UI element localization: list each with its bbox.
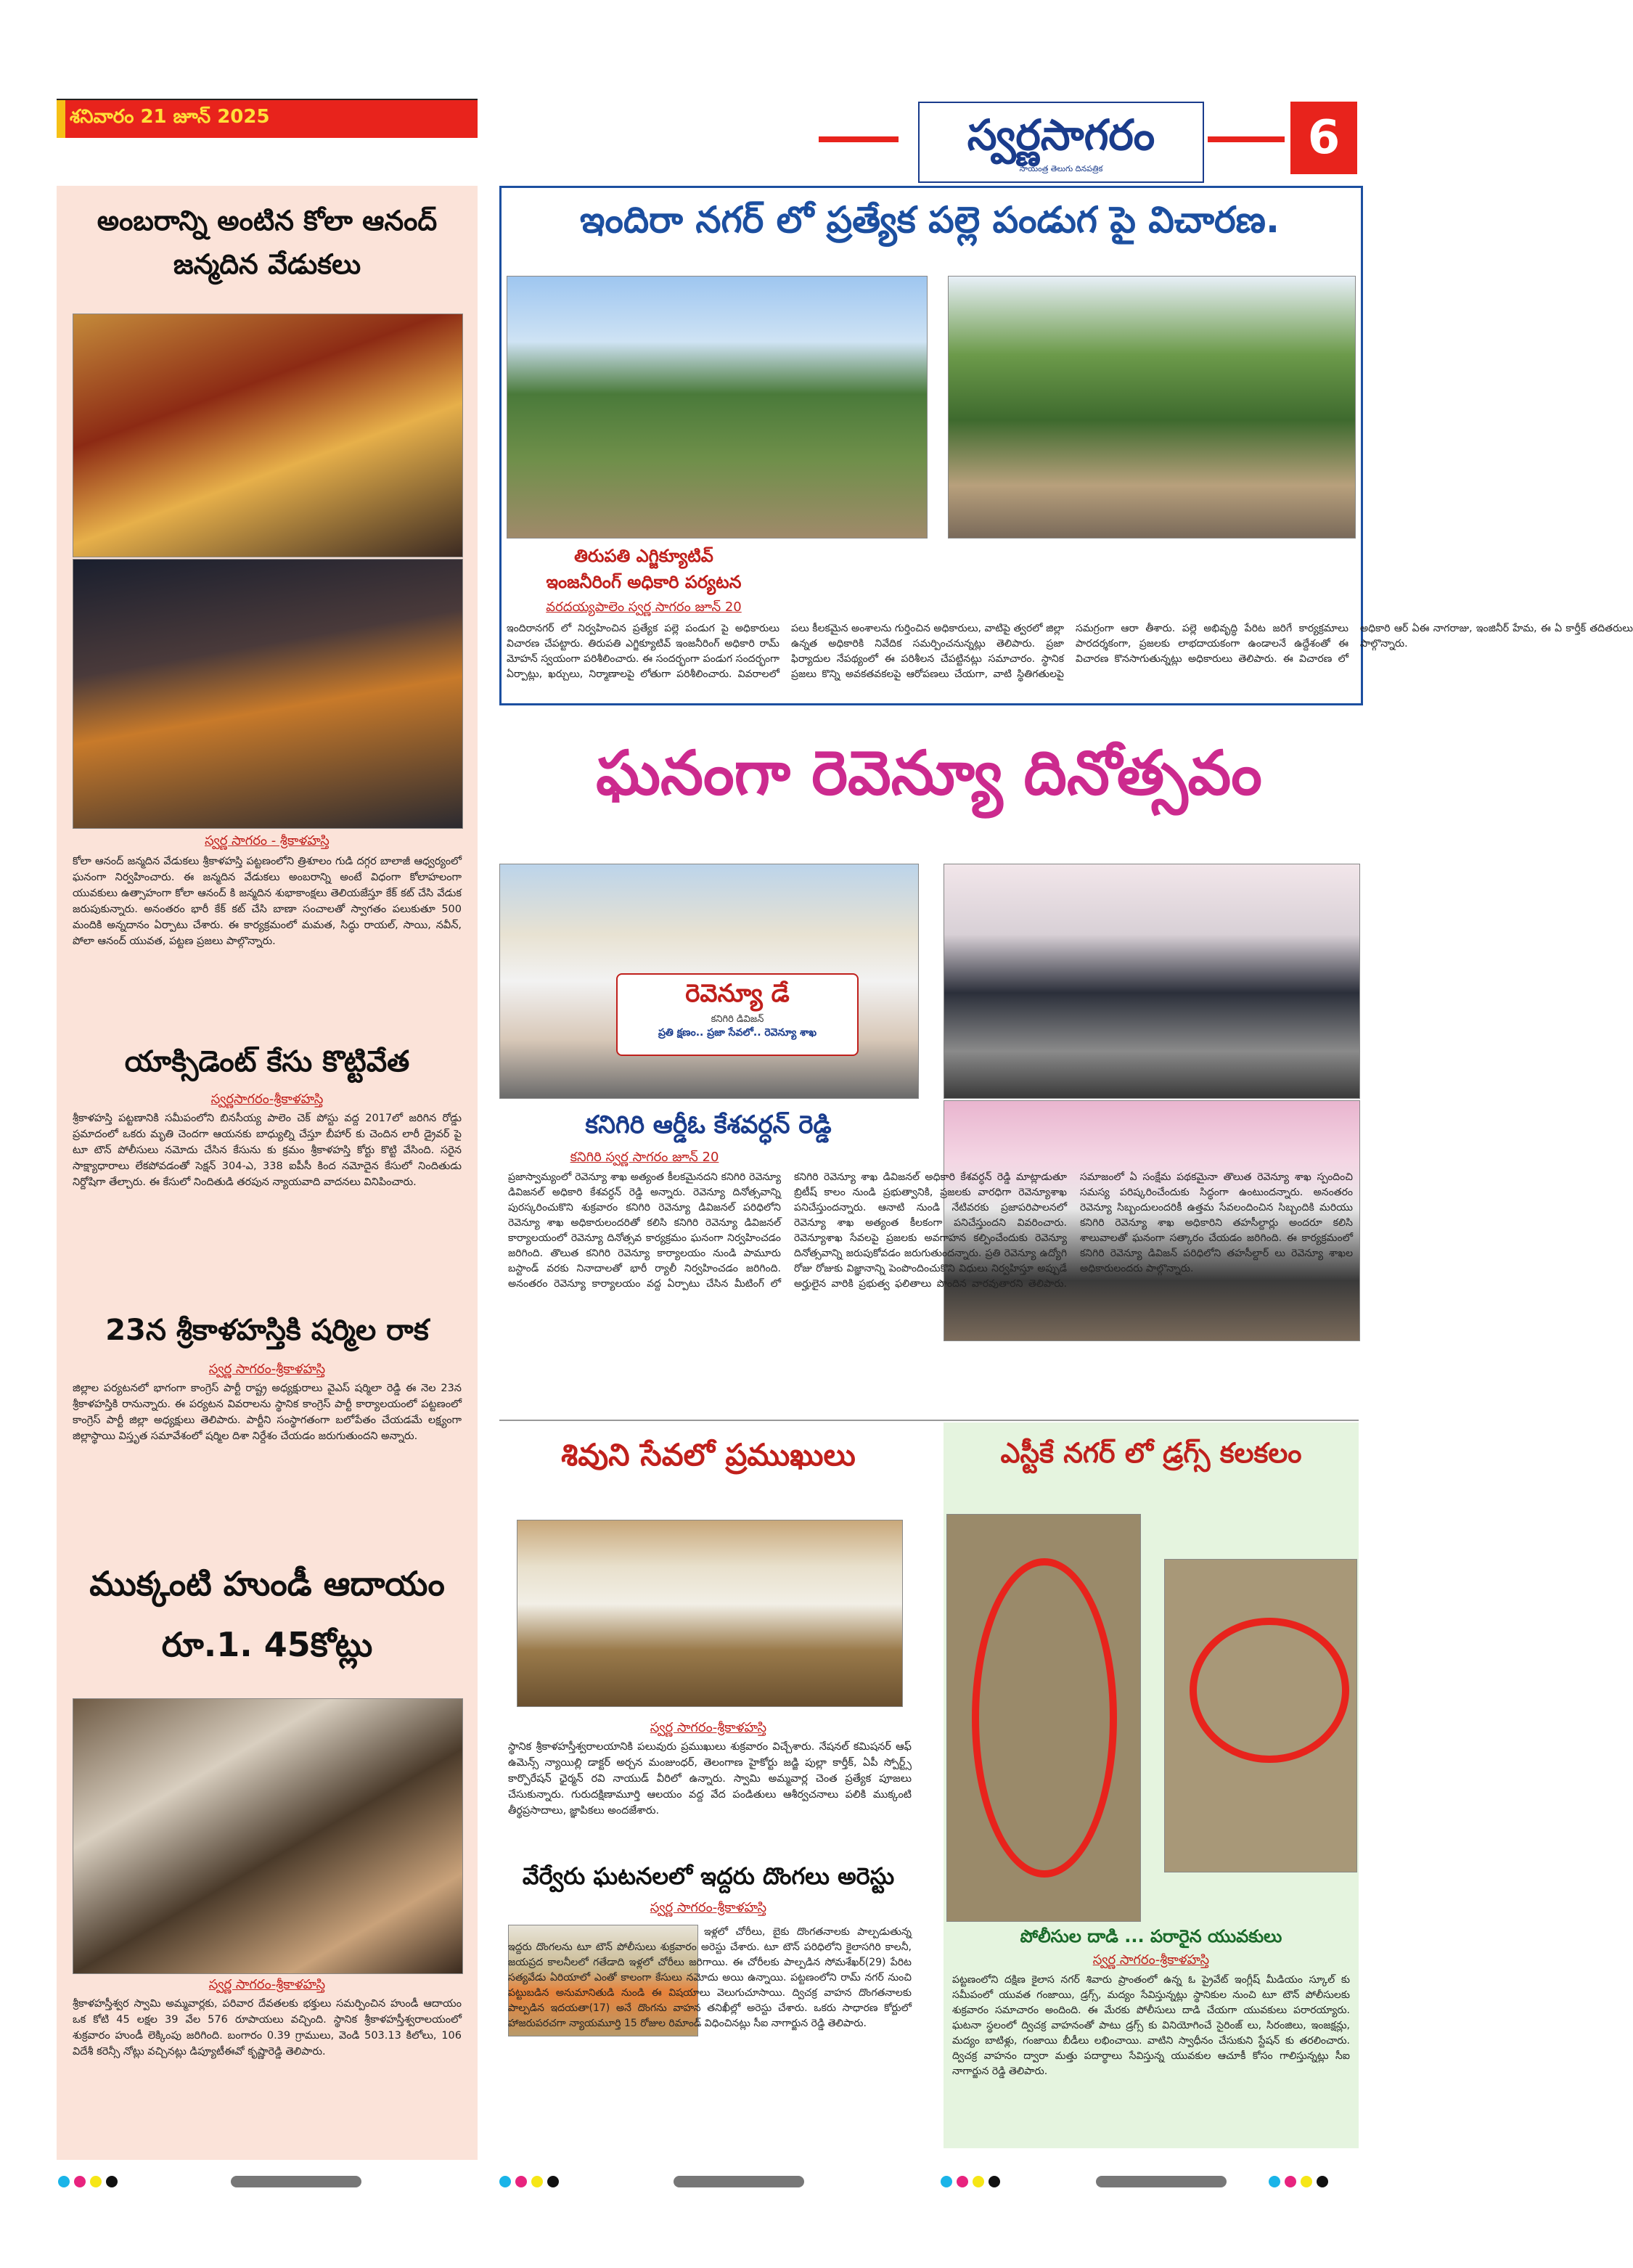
subhead-engineer-1: తిరుపతి ఎగ్జిక్యూటివ్: [574, 546, 713, 566]
registration-dots-1: [58, 2176, 122, 2190]
photo-drugs-scene-1: [946, 1514, 1141, 1922]
header-red-rule-left: [819, 136, 899, 142]
dateline-drugs: స్వర్ణ సాగరం-శ్రీకాళహస్తి: [1092, 1952, 1210, 1968]
headline-accident-case: యాక్సిడెంట్ కేసు కొట్టివేత: [124, 1045, 410, 1078]
photo-hundi-counting: [73, 1698, 463, 1974]
body-thieves-arrest: ఇళ్లలో చోరీలు, బైకు దొంగతనాలకు పాల్పడుతున్న ఇద్దరు దొంగలను టూ టౌన్ పోలీసులు శుక్రవారం అరెస్టు చేశారు. టూ టౌన్ పరిధిలోని కైలాసగిరి కాలనీ, జయప్రద కాలనీలలో గతేడాది ఇళ్లలో చోరీలు జరిగాయి. ఈ చోరీలకు పాల్పడిన సోమశేఖర్(29) పేరిట సత్యవేడు ఏరియాలో ఎంతో కాలంగా కేసులు నమోదు అయి ఉన్నాయి. పట్టణంలోని రామ్ నగర్ నుంచి పట్టుబడిన అనుమానితుడి నుండి ఈ విషయాలు వెలుగుచూసాయి. ద్విచక్ర వాహన దొంగతనాలకు పాల్పడిన ఇదయతా(17) అనే దొంగను వాహన తనిఖీల్లో అరెస్టు చేశారు. ఒకరు సాధారణ కోర్టులో హాజరుపరచగా న్యాయమూర్తి 15 రోజుల రిమాండ్ విధించినట్లు సీఐ నాగార్జున రెడ్డి తెలిపారు.: [508, 1926, 912, 2029]
registration-dots-3: [941, 2176, 1004, 2190]
masthead: [918, 102, 1204, 183]
masthead-tagline: సాయంత్ర తెలుగు దినపత్రిక: [1019, 164, 1103, 173]
caption-police-raid: పోలీసుల దాడి ... పరారైన యువకులు: [1020, 1926, 1282, 1946]
header-red-rule-right: [1208, 136, 1285, 142]
photo-birthday-cake: [73, 314, 463, 557]
body-hundi-income: శ్రీకాళహస్తీశ్వర స్వామి అమ్మవార్లకు, పరివార దేవతలకు భక్తులు సమర్పించిన హుండీ ఆదాయం ఒక కోటి 45 లక్షల 39 వేల 576 రూపాయలు వచ్చింది. స్థానిక శ్రీకాళహస్తీశ్వరాలయంలో శుక్రవారం హుండీ లెక్కింపు జరిగింది. బంగారం 0.39 గ్రాములు, వెండి 503.13 కిలోలు, 106 విదేశీ కరెన్సీ నోట్లు వచ్చినట్లు డిప్యూటీఈవో కృష్ణారెడ్డి తెలిపారు.: [73, 1998, 462, 2058]
photo-drugs-scene-2: [1164, 1559, 1357, 1872]
banner-title: రెవెన్యూ డే: [685, 979, 790, 1008]
subhead-engineer-2: ఇంజనీరింగ్ అధికారి పర్యటన: [546, 572, 742, 592]
headline-sharmila-visit: 23న శ్రీకాళహస్తికి షర్మిల రాక: [105, 1314, 429, 1347]
dateline-accident-case: స్వర్ణసాగరం-శ్రీకాళహస్తి: [210, 1092, 324, 1107]
dateline-kola-anand: స్వర్ణ సాగరం - శ్రీకాళహస్తి: [205, 833, 330, 848]
photo-officials-inspection: [507, 276, 928, 539]
photo-birthday-crowd: [73, 559, 463, 829]
headline-hundi-income: ముక్కంటి హుండీ ఆదాయం రూ.1. 45కోట్లు: [89, 1564, 445, 1664]
body-kola-anand: కోలా ఆనంద్ జన్మదిన వేడుకలు శ్రీకాళహస్తి పట్టణంలోని త్రిశూలం గుడి దగ్గర బాలాజీ ఆధ్వర్యంలో ఘనంగా నిర్వహించారు. ఈ జన్మదిన వేడుకలు అంబరాన్ని అంటే విధంగా కోలాహలంగా యువకులు ఉత్సాహంగా కోలా ఆనంద్ కి జన్మదిన శుభాకాంక్షలు తెలియజేస్తూ కేక్ కట్ చేసి వేడుక జరుపుకున్నారు. అనంతరం భారీ కేక్ కట్ చేసి బాణా సంచాలతో స్వాగతం పలుకుతూ 500 మందికి అన్నదానం ఏర్పాటు చేశారు. ఈ కార్యక్రమంలో మమత, సిద్ధు రాయల్, సాయి, నవీన్, పోలా ఆనంద్ యువత, పట్టణ ప్రజలు పాల్గొన్నారు.: [73, 856, 462, 947]
masthead-title: స్వర్ణసాగరం: [967, 110, 1155, 160]
registration-dots-4: [1269, 2176, 1333, 2190]
photo-revenue-meeting: [944, 864, 1360, 1099]
photo-officials-roadside: [948, 276, 1356, 539]
banner-subtitle: కనిగిరి డివిజన్: [711, 1014, 764, 1025]
headline-revenue-day: ఘనంగా రెవెన్యూ దినోత్సవం: [596, 737, 1262, 808]
registration-dots-2: [499, 2176, 563, 2190]
headline-indira-nagar: ఇందిరా నగర్ లో ప్రత్యేక పల్లె పండుగ పై విచారణ.: [580, 199, 1280, 241]
dateline-indira-nagar: వరదయ్యపాలెం స్వర్ణ సాగరం జూన్ 20: [546, 599, 742, 615]
headline-shiva-seva: శివుని సేవలో ప్రముఖులు: [561, 1437, 856, 1473]
photo-dignitaries-temple: [517, 1520, 903, 1707]
caption-rdo: కనిగిరి ఆర్డీఓ కేశవర్ధన్ రెడ్డి: [585, 1110, 832, 1139]
photo-revenue-rally: [499, 864, 919, 1099]
headline-drugs: ఎస్టీకే నగర్ లో డ్రగ్స్ కలకలం: [1000, 1437, 1302, 1469]
body-accident-case: శ్రీకాళహస్తి పట్టణానికి సమీపంలోని బినసీయ్య పాలెం చెక్ పోస్టు వద్ద 2017లో జరిగిన రోడ్డు ప్రమాదంలో ఒకరు మృతి చెందగా ఆయనకు బాధ్యుల్ని చేస్తూ బీహార్ కు చెందిన లారీ డ్రైవర్ పై టూ టౌన్ పోలీసులు నమోదు చేసిన కేసును కు క్రమం శ్రీకాళహస్తి కోర్టు కొట్టి వేసింది. సరైన సాక్ష్యాధారాలు లేకపోవడంతో సెక్షన్ 304-ఎ, 338 ఐపీసీ కింద నమోదైన కేసులో నిందితుడు నిర్దోషిగా తేల్చారు. ఈ కేసులో నిందితుడి తరపున న్యాయవాది వాదనలు వినిపించారు.: [73, 1113, 462, 1188]
body-shiva-seva: స్థానిక శ్రీకాళహస్తీశ్వరాలయానికి పలువురు ప్రముఖులు శుక్రవారం విచ్చేశారు. నేషనల్ కమిషనర్ ఆఫ్ ఉమెన్స్ న్యాయిల్లి డాక్టర్ అర్చన మంజుంధర్, తెలంగాణ హైకోర్టు జడ్జి పుల్లా కార్తీక్, ఏపీ స్పోర్ట్స్ కార్పొరేషన్ ఛైర్మన్ రవి నాయుడ్ వీరిలో ఉన్నారు. స్వామి అమ్మవార్ల చెంత ప్రత్యేక పూజలు చేసుకున్నారు. గురుదక్షిణామూర్తి ఆలయం వద్ద వేద పండితులు ఆశీర్వచనాలు పలికి ముక్కంటి తీర్థప్రసాదాలు, జ్ఞాపికలు అందజేశారు.: [508, 1741, 912, 1817]
registration-bar-1: [231, 2176, 361, 2187]
dateline-revenue-day: కనిగిరి స్వర్ణ సాగరం జూన్ 20: [570, 1150, 719, 1165]
highlight-circle-2: [1190, 1618, 1349, 1763]
dateline-shiva-seva: స్వర్ణ సాగరం-శ్రీకాళహస్తి: [650, 1720, 767, 1735]
dateline-sharmila-visit: స్వర్ణ సాగరం-శ్రీకాళహస్తి: [208, 1362, 326, 1377]
page-number: 6: [1290, 102, 1357, 174]
dateline-hundi-income: స్వర్ణ సాగరం-శ్రీకాళహస్తి: [208, 1977, 326, 1992]
registration-bar-3: [1096, 2176, 1227, 2187]
body-revenue-day: ప్రజాస్వామ్యంలో రెవెన్యూ శాఖ అత్యంత కీలకమైనదని కనిగిరి రెవెన్యూ డివిజనల్ అధికారి కేశవర్ధన్ రెడ్డి అన్నారు. రెవెన్యూ దినోత్సవాన్ని పురస్కరించుకొని శుక్రవారం కనిగిరి రెవెన్యూ డివిజనల్ పరిధిలోని రెవెన్యూ శాఖ అధికారులందరితో కలిసి కనిగిరి రెవెన్యూ డివిజనల్ కార్యాలయంలో రెవెన్యూ దినోత్సవ కార్యక్రమం ఘనంగా నిర్వహించడం జరిగింది. తొలుత కనిగిరి రెవెన్యూ కార్యాలయం నుండి పామూరు బస్టాండ్ వరకు నినాదాలతో భారీ ర్యాలీ నిర్వహించడం జరిగింది. అనంతరం రెవెన్యూ కార్యాలయం వద్ద ఏర్పాటు చేసిన మీటింగ్ లో కనిగిరి రెవెన్యూ శాఖ డివిజనల్ అధికారి కేశవర్ధన్ రెడ్డి మాట్లాడుతూ బ్రిటీష్ కాలం నుండి ప్రభుత్వానికి, ప్రజలకు వారధిగా రెవెన్యూశాఖ పనిచేస్తుందన్నారు. ఆనాటి నుండి నేటివరకు ప్రజాపరిపాలనలో రెవెన్యూ శాఖ అత్యంత కీలకంగా పనిచేస్తుందని వివరించారు. రెవెన్యూశాఖ సేవలపై ప్రజలకు అవగాహన కల్పించేందుకు రెవెన్యూ దినోత్సవాన్ని జరుపుకోవడం జరుగుతుందన్నారు. ప్రతి రెవెన్యూ ఉద్యోగి రోజు రోజుకు విజ్ఞానాన్ని పెంపొందించుకొని విధులు నిర్వహిస్తూ అప్పుడే అర్హులైన వారికి ప్రభుత్వ ఫలితాలు పొందిన వారవుతారని తెలిపారు. సమాజంలో ఏ సంక్షేమ పథకమైనా తొలుత రెవెన్యూ శాఖ స్పందించి సమస్య పరిష్కరించేందుకు సిద్ధంగా ఉంటుందన్నారు. అనంతరం రెవెన్యూ సిబ్బందులందరికీ ఉత్తమ సేవలందించిన సిబ్బందికి మరియు కనిగిరి రెవెన్యూ శాఖ అధికారిని తహసీల్దార్లు అందరూ కలిసి శాలువాలతో ఘనంగా సత్కారం చేయడం జరిగింది. ఈ కార్యక్రమంలో కనిగిరి రెవెన్యూ డివిజన్ పరిధిలోని తహసీల్దార్ లు రెవెన్యూ శాఖల అధికారులందరు పాల్గొన్నారు.: [508, 1171, 1353, 1290]
body-sharmila-visit: జిల్లాల పర్యటనలో భాగంగా కాంగ్రెస్ పార్టీ రాష్ట్ర అధ్యక్షురాలు వైఎస్ షర్మిలా రెడ్డి ఈ నెల 23న శ్రీకాళహస్తికి రానున్నారు. ఈ పర్యటన వివరాలను స్థానిక కాంగ్రెస్ పార్టీ కార్యాలయంలో పట్టణంలో కాంగ్రెస్ పార్టీ జిల్లా అధ్యక్షులు తెలిపారు. పార్టీని సంస్థాగతంగా బలోపేతం చేయడమే లక్ష్యంగా జిల్లాస్థాయి విస్తృత సమావేశంలో షర్మిల దిశా నిర్దేశం చేయడం జరుగుతుందని అన్నారు.: [73, 1383, 462, 1442]
registration-bar-2: [674, 2176, 804, 2187]
date-bar-accent: [57, 100, 65, 138]
body-indira-nagar: ఇందిరానగర్ లో నిర్వహించిన ప్రత్యేక పల్లె పండుగ పై అధికారులు విచారణ చేపట్టారు. తిరుపతి ఎగ్జిక్యూటివ్ ఇంజనీరింగ్ అధికారి రామ్ మోహన్ స్వయంగా పరిశీలించారు. ఈ సందర్భంగా పండుగ సందర్భంగా ఏర్పాట్లు, ఖర్చులు, నిర్మాణాలపై లోతుగా పరిశీలించారు. వివరాలలో పలు కీలకమైన అంశాలను గుర్తించిన అధికారులు, వాటిపై త్వరలో జిల్లా ఉన్నత అధికారికి నివేదిక సమర్పించనున్నట్లు తెలిపారు. ప్రజా ఫిర్యాదుల నేపథ్యంలో ఈ పరిశీలన చేపట్టినట్లు సమాచారం. స్థానిక ప్రజలు కొన్ని అవకతవకలపై ఆరోపణలు చేయగా, వాటి స్థితిగతులపై సమగ్రంగా ఆరా తీశారు. పల్లె అభివృద్ధి పేరిట జరిగే కార్యక్రమాలు పారదర్శకంగా, ప్రజలకు లాభదాయకంగా ఉండాలనే ఉద్దేశంతో ఈ విచారణ కొనసాగుతున్నట్లు అధికారులు తెలిపారు. ఈ విచారణ లో అధికారి ఆర్ ఏఈ నాగరాజు, ఇంజినీర్ హేమ, ఈ ఏ కార్తీక్ తదితరులు పాల్గొన్నారు.: [507, 623, 1633, 680]
section-divider: [499, 1420, 1359, 1421]
issue-date: శనివారం 21 జూన్ 2025: [70, 106, 270, 128]
highlight-circle-1: [972, 1558, 1117, 1878]
body-drugs: పట్టణంలోని దక్షిణ కైలాస నగర్ శివారు ప్రాంతంలో ఉన్న ఓ ప్రైవేట్ ఇంగ్లీష్ మీడియం స్కూల్ కు సమీపంలో యువత గంజాయి, డ్రగ్స్, మద్యం సేవిస్తున్నట్లు స్థానికుల నుంచి టూ టౌన్ పోలీసులకు శుక్రవారం సమాచారం అందింది. ఈ మేరకు పోలీసులు దాడి చేయగా యువకులు పరారయ్యారు. ఘటనా స్థలంలో ద్విచక్ర వాహనంతో పాటు డ్రగ్స్ కు వినియోగించే సైరింజ్ లు, సిరంజిలు, ఇంజక్షన్లు, మద్యం బాటిళ్లు, గంజాయి బీడీలు లభించాయి. వాటిని స్వాధీనం చేసుకుని స్టేషన్ కు తరలించారు. ద్విచక్ర వాహనం ద్వారా మత్తు పదార్థాలు సేవిస్తున్న యువకుల ఆచూకీ కోసం గాలిస్తున్నట్లు సీఐ నాగార్జున రెడ్డి తెలిపారు.: [952, 1974, 1350, 2077]
revenue-banner: [616, 973, 859, 1056]
dateline-thieves-arrest: స్వర్ణ సాగరం-శ్రీకాళహస్తి: [650, 1900, 767, 1915]
headline-kola-anand: అంబరాన్ని అంటిన కోలా ఆనంద్ జన్మదిన వేడుకలు: [97, 205, 438, 280]
headline-thieves-arrest: వేర్వేరు ఘటనలలో ఇద్దరు దొంగలు అరెస్టు: [522, 1862, 895, 1890]
banner-slogan: ప్రతి క్షణం.. ప్రజా సేవలో.. రెవెన్యూ శాఖ: [658, 1027, 817, 1039]
